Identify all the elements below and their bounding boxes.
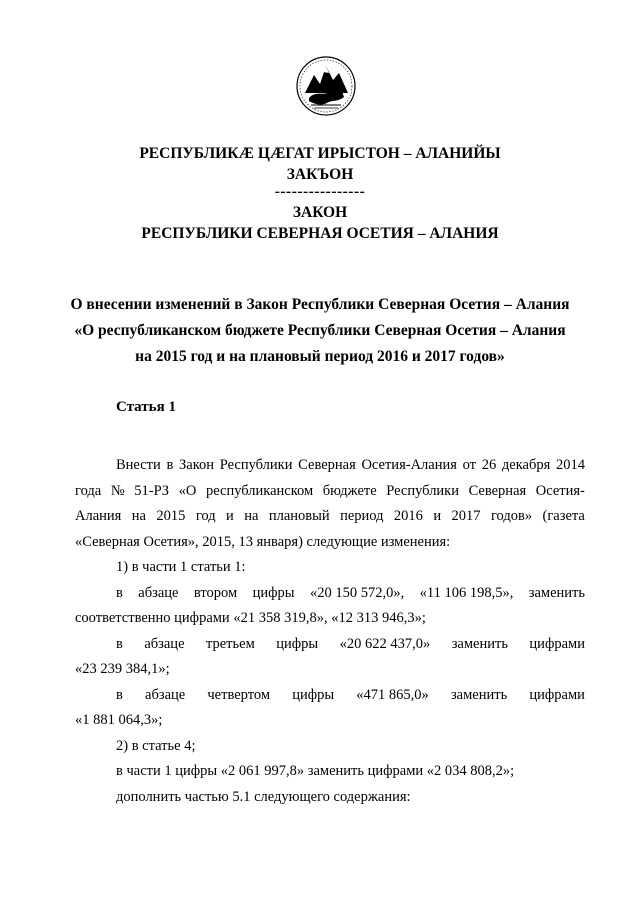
- ossetian-republic-title: РЕСПУБЛИКӔ ЦӔГАТ ИРЫСТОН – АЛАНИЙЫ: [139, 145, 501, 162]
- word: абзаце: [144, 635, 185, 652]
- paragraph-last-line: «1 881 064,3»;: [75, 712, 163, 728]
- word: «20 622 437,0»: [339, 635, 431, 652]
- word: 2015: [156, 508, 186, 524]
- word: заменить: [528, 584, 585, 601]
- justified-line: [75, 453, 585, 479]
- paragraph-intro: [75, 453, 585, 810]
- word: 2016: [393, 508, 423, 524]
- word: в: [166, 457, 174, 473]
- word: на: [244, 508, 259, 524]
- word: декабря: [501, 457, 551, 473]
- word: и: [226, 508, 234, 524]
- justified-line: [75, 479, 585, 505]
- word: в: [116, 584, 123, 601]
- header-separator: ----------------: [274, 183, 366, 200]
- word: на: [131, 508, 146, 524]
- word: 51-РЗ: [134, 482, 170, 499]
- list-item-1: 1) в части 1 статьи 1:: [116, 559, 246, 575]
- word: Республики: [219, 457, 293, 473]
- justified-line: [75, 632, 585, 658]
- russian-republic-title: РЕСПУБЛИКИ СЕВЕРНАЯ ОСЕТИЯ – АЛАНИЯ: [141, 225, 499, 242]
- russian-law-heading: ЗАКОН: [292, 204, 348, 221]
- ossetian-law-heading: ЗАКЪОН: [286, 166, 354, 183]
- word: цифры: [292, 686, 335, 703]
- word: Республики: [386, 482, 459, 499]
- word: цифры: [252, 584, 295, 601]
- word: бюджете: [322, 482, 377, 499]
- law-title-line-2: «О республиканском бюджете Республики Северная Осетия – Алания: [74, 322, 566, 339]
- word: (газета: [542, 508, 585, 524]
- paragraph-last-line: «Северная Осетия», 2015, 13 января) следующие изменения:: [75, 533, 451, 550]
- word: Алания: [75, 508, 122, 524]
- paragraph-last-line: соответственно цифрами «21 358 319,8», «12 313 946,3»;: [75, 610, 426, 626]
- coat-of-arms-emblem: [295, 55, 357, 117]
- word: «20 150 572,0»,: [309, 584, 405, 601]
- word: третьем: [205, 635, 255, 652]
- word: года: [75, 482, 102, 499]
- word: абзаце: [145, 686, 186, 703]
- paragraph-last-line: «23 239 384,1»;: [75, 661, 170, 677]
- word: в: [116, 635, 123, 652]
- word: годов»: [490, 508, 533, 524]
- word: Внести: [116, 457, 161, 473]
- word: плановый: [268, 508, 330, 524]
- paragraph-line: в части 1 цифры «2 061 997,8» заменить цифрами «2 034 808,2»;: [116, 763, 515, 779]
- word: Северная: [298, 457, 356, 473]
- word: 2017: [451, 508, 481, 524]
- word: №: [110, 482, 125, 499]
- word: в: [116, 686, 123, 703]
- word: год: [195, 508, 216, 524]
- word: заменить: [450, 686, 508, 703]
- word: Осетия-: [535, 482, 585, 499]
- justified-line: [75, 504, 585, 530]
- word: Северная: [468, 482, 527, 499]
- word: цифры: [276, 635, 319, 652]
- word: 2014: [555, 457, 585, 473]
- law-title-line-3: на 2015 год и на плановый период 2016 и 2017 годов»: [135, 348, 505, 365]
- word: Закон: [179, 457, 215, 473]
- word: «О: [178, 482, 197, 499]
- word: «471 865,0»: [356, 686, 429, 703]
- word: абзаце: [138, 584, 179, 601]
- word: Осетия-Алания: [361, 457, 457, 473]
- law-title-line-1: О внесении изменений в Закон Республики Северная Осетия – Алания: [70, 296, 570, 313]
- paragraph-line: дополнить частью 5.1 следующего содержания:: [116, 788, 411, 805]
- word: заменить: [451, 635, 508, 652]
- word: период: [340, 508, 384, 524]
- word: цифрами: [529, 635, 585, 652]
- word: 26: [481, 457, 497, 473]
- article-heading: Статья 1: [116, 399, 176, 415]
- word: и: [433, 508, 442, 524]
- word: от: [462, 457, 476, 473]
- justified-line: [75, 581, 585, 607]
- word: «11 106 198,5»,: [419, 584, 514, 601]
- list-item-2: 2) в статье 4;: [116, 737, 196, 754]
- word: республиканском: [205, 482, 314, 499]
- justified-line: [75, 683, 585, 709]
- word: втором: [193, 584, 238, 601]
- word: цифрами: [529, 686, 585, 703]
- word: четвертом: [207, 686, 271, 703]
